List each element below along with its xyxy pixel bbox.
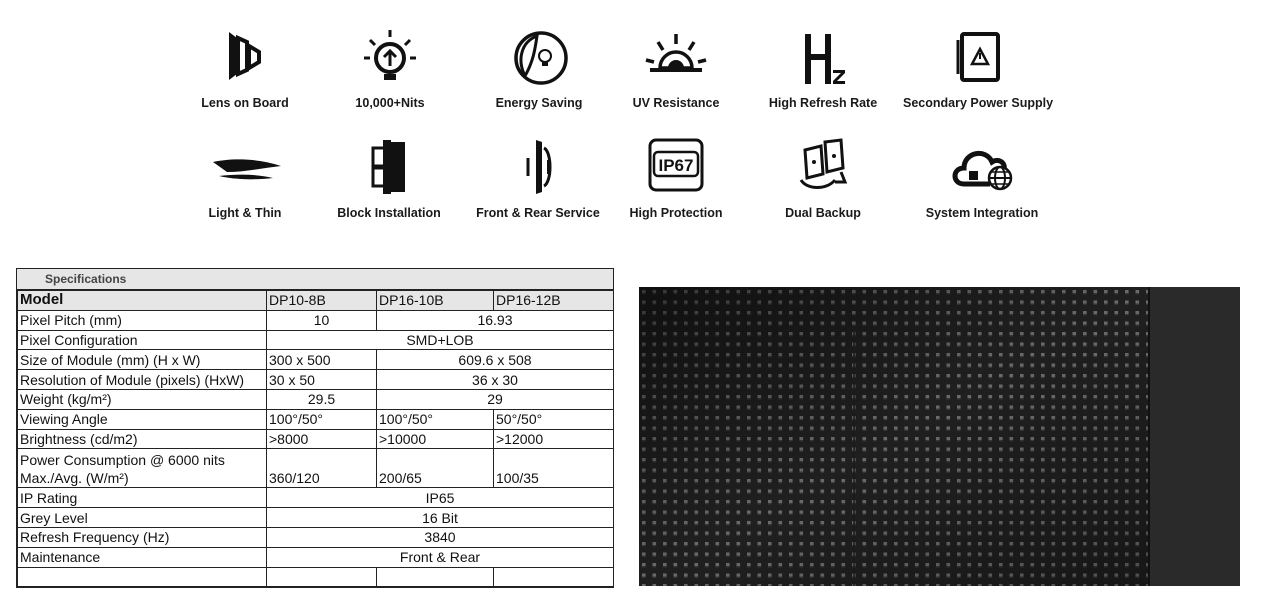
- table-row: [18, 330, 614, 350]
- row-label: Pixel Configuration: [18, 330, 267, 350]
- feature-label: Front & Rear Service: [476, 206, 600, 220]
- specifications-title: Specifications: [17, 269, 613, 290]
- feature-high-refresh: [748, 22, 898, 110]
- table-row: [18, 350, 614, 370]
- cell-value: >8000: [267, 429, 377, 449]
- cloud-globe-icon: [942, 132, 1022, 200]
- empty-cell: [267, 567, 377, 587]
- table-row: [18, 567, 614, 587]
- table-row: [18, 527, 614, 547]
- feature-secondary-power: [903, 22, 1053, 110]
- feature-label: 10,000+Nits: [355, 96, 425, 110]
- power-supply-warning-icon: [938, 22, 1018, 90]
- table-row: [18, 389, 614, 409]
- led-module-photo: [639, 287, 1240, 586]
- table-row: [18, 488, 614, 508]
- cell-value: 16.93: [377, 310, 614, 330]
- cell-value: 36 x 30: [377, 370, 614, 390]
- feature-label: System Integration: [925, 206, 1039, 220]
- cell-value: 29.5: [267, 389, 377, 409]
- table-row: [18, 449, 614, 488]
- feature-block-installation: [314, 132, 464, 220]
- row-label-line: Max./Avg. (W/m²): [20, 470, 129, 487]
- table-row: [18, 310, 614, 330]
- feature-label: Block Installation: [337, 206, 441, 220]
- empty-cell: [18, 567, 267, 587]
- table-header-row: [18, 291, 614, 311]
- energy-saving-leaf-icon: [499, 22, 579, 90]
- table-row: [18, 409, 614, 429]
- feature-label: Dual Backup: [785, 206, 861, 220]
- block-installation-icon: [349, 132, 429, 200]
- header-model-label: Model: [18, 291, 267, 311]
- dual-backup-icon: [783, 132, 863, 200]
- hz-icon: [783, 22, 863, 90]
- empty-cell: [377, 567, 494, 587]
- cell-value: 16 Bit: [267, 508, 614, 528]
- row-label: [18, 449, 267, 488]
- cell-value: 609.6 x 508: [377, 350, 614, 370]
- feature-uv-resistance: [601, 22, 751, 110]
- brightness-bulb-icon: [350, 22, 430, 90]
- table-row: [18, 370, 614, 390]
- row-label-line: Power Consumption @ 6000 nits: [20, 452, 225, 469]
- cell-value: 360/120: [267, 449, 377, 488]
- table-row: [18, 508, 614, 528]
- svg-text:IP67: IP67: [658, 156, 694, 175]
- specifications-table: [16, 268, 614, 588]
- cell-value: 200/65: [377, 449, 494, 488]
- feature-label: Light & Thin: [208, 206, 282, 220]
- feature-energy-saving: [464, 22, 614, 110]
- row-label: Weight (kg/m²): [18, 389, 267, 409]
- header-model: DP16-10B: [377, 291, 494, 311]
- cell-value: 50°/50°: [494, 409, 614, 429]
- cell-value: 100°/50°: [267, 409, 377, 429]
- row-label: Refresh Frequency (Hz): [18, 527, 267, 547]
- feature-label: UV Resistance: [632, 96, 720, 110]
- front-rear-service-icon: [498, 132, 578, 200]
- feature-label: High Protection: [629, 206, 723, 220]
- row-label: Viewing Angle: [18, 409, 267, 429]
- feature-brightness: [315, 22, 465, 110]
- row-label: Brightness (cd/m2): [18, 429, 267, 449]
- uv-sun-icon: [636, 22, 716, 90]
- feature-lens-on-board: [170, 22, 320, 110]
- lens-on-board-icon: [205, 22, 285, 90]
- header-model: DP16-12B: [494, 291, 614, 311]
- feature-label: High Refresh Rate: [768, 96, 878, 110]
- cell-value: IP65: [267, 488, 614, 508]
- cell-value: 10: [267, 310, 377, 330]
- cell-value: >10000: [377, 429, 494, 449]
- row-label: Maintenance: [18, 547, 267, 567]
- thin-panel-icon: [205, 132, 285, 200]
- cell-value: 29: [377, 389, 614, 409]
- table-row: [18, 429, 614, 449]
- table-row: [18, 547, 614, 567]
- cell-value: SMD+LOB: [267, 330, 614, 350]
- feature-dual-backup: [748, 132, 898, 220]
- feature-label: Lens on Board: [201, 96, 289, 110]
- row-label: Size of Module (mm) (H x W): [18, 350, 267, 370]
- cell-value: 30 x 50: [267, 370, 377, 390]
- cell-value: 100°/50°: [377, 409, 494, 429]
- row-label: Pixel Pitch (mm): [18, 310, 267, 330]
- cell-value: Front & Rear: [267, 547, 614, 567]
- empty-cell: [494, 567, 614, 587]
- feature-label: Secondary Power Supply: [903, 96, 1054, 110]
- cell-value: >12000: [494, 429, 614, 449]
- feature-system-integration: [907, 132, 1057, 220]
- cell-value: 100/35: [494, 449, 614, 488]
- feature-light-thin: [170, 132, 320, 220]
- row-label: Grey Level: [18, 508, 267, 528]
- feature-front-rear-service: [463, 132, 613, 220]
- cell-value: 300 x 500: [267, 350, 377, 370]
- row-label: Resolution of Module (pixels) (HxW): [18, 370, 267, 390]
- cell-value: 3840: [267, 527, 614, 547]
- ip67-badge-icon: [636, 132, 716, 200]
- header-model: DP10-8B: [267, 291, 377, 311]
- row-label: IP Rating: [18, 488, 267, 508]
- feature-high-protection: [601, 132, 751, 220]
- feature-label: Energy Saving: [495, 96, 583, 110]
